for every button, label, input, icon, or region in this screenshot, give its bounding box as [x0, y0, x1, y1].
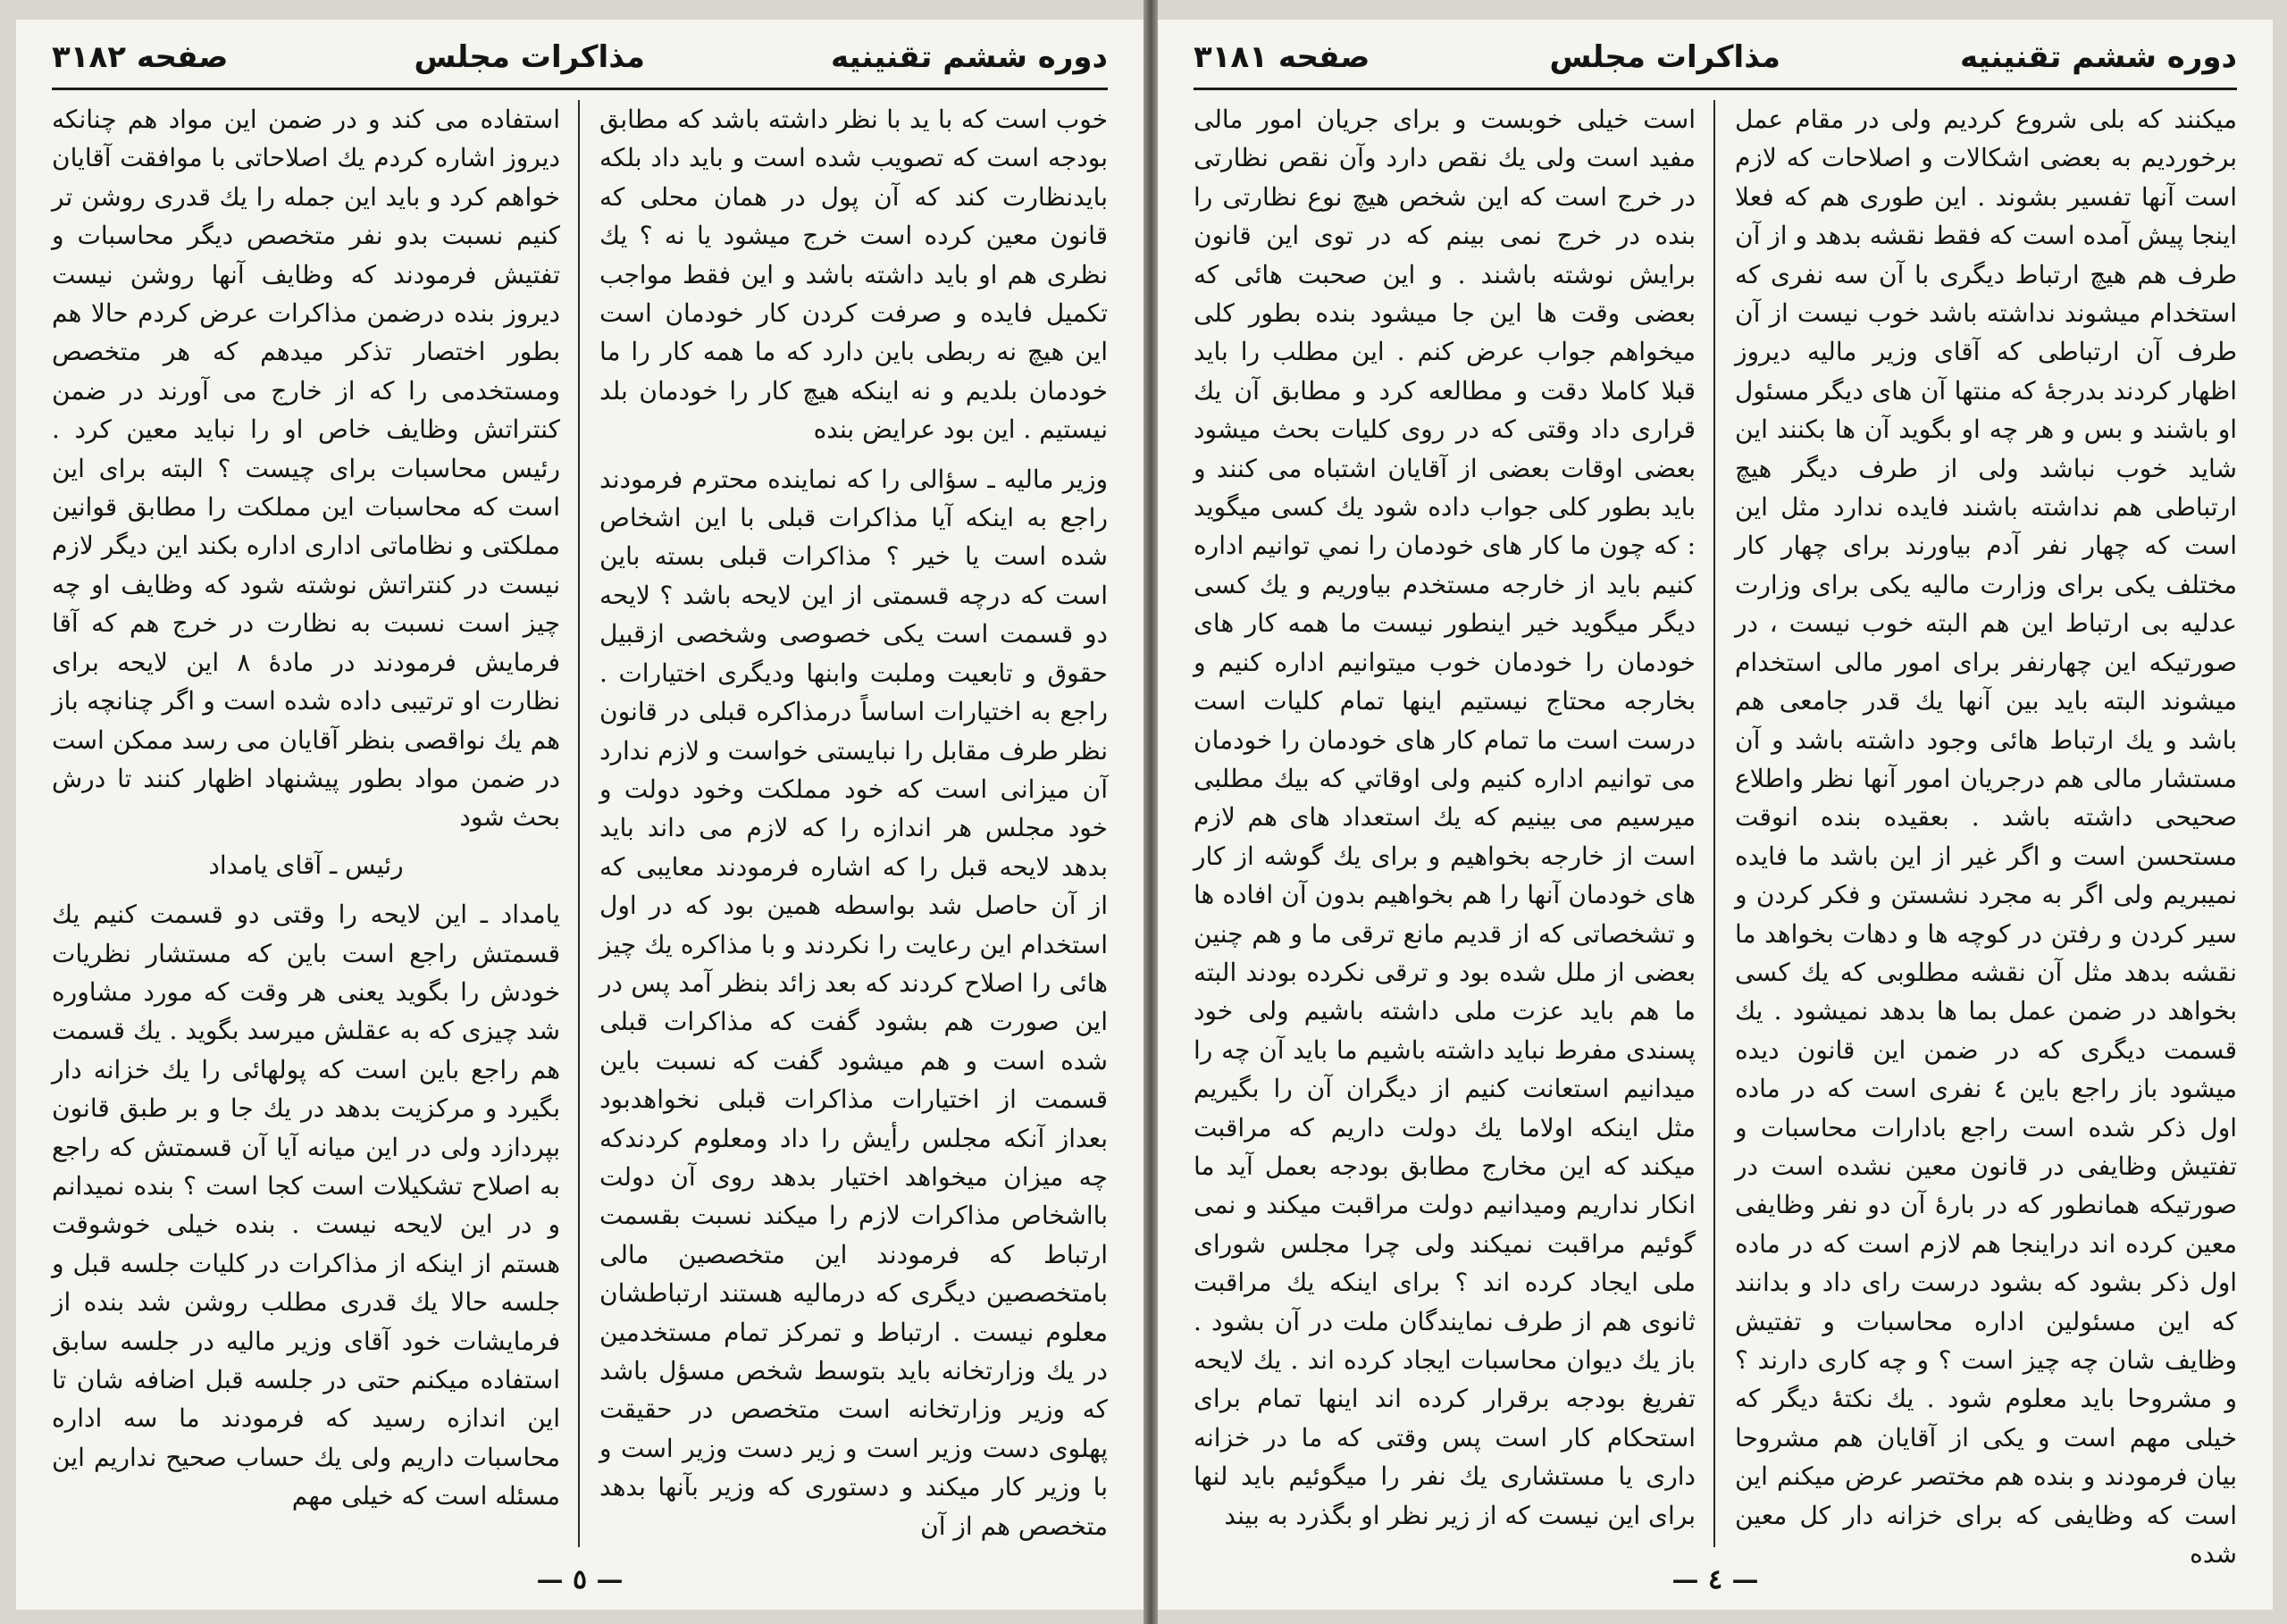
- session-title: دوره ششم تقنينيه: [831, 39, 1108, 75]
- column-divider: [578, 100, 580, 1547]
- proceedings-title: مذاكرات مجلس: [414, 39, 645, 75]
- proceedings-title: مذاكرات مجلس: [1549, 39, 1780, 75]
- book-spine: [1144, 0, 1158, 1624]
- paragraph: يامداد ـ اين لايحه را وقتى دو قسمت كنيم يك قسمتش راجع است باين كه مستشار نظريات خودش را بگويد يعنى هر وقت كه مورد مشاوره شد چيزى كه به عقلش ميرسد بگويد . يك قسمت هم راجع باين است كه پولهائى را يك خزانه دار بگيرد و مركزيت بدهد در يك جا و بر طبق قانون بپردازد ولى در اين ميانه آيا آن قسمتش كه راجع به اصلاح تشكيلات است كجا است ؟ بنده نميدانم و در اين لايحه نيست . بنده خيلى خوشوقت هستم از اينكه از مذاكرات در كليات جلسه قبل و جلسه حالا يك قدرى مطلب روشن شد بنده از فرمايشات خود آقاى وزير ماليه در جلسه سابق استفاده ميكنم حتى در جلسه قبل اضافه شان تا اين اندازه رسيد كه فرمودند ما سه اداره محاسبات داريم ولى يك حساب صحيح نداريم اين مسئله است كه خيلى مهم: [52, 900, 560, 1511]
- column-divider: [1713, 100, 1715, 1547]
- page-right: [1158, 20, 2273, 1610]
- column-left: [1194, 100, 1696, 1547]
- text-columns: [52, 100, 1108, 1547]
- page-header: [1194, 32, 2237, 82]
- page-label: صفحه ٣١٨٢: [52, 39, 229, 75]
- column-right: [1735, 100, 2238, 1570]
- page-label: صفحه ٣١٨١: [1194, 39, 1370, 75]
- header-rule: [52, 88, 1108, 90]
- page-number: — ٤ —: [1671, 1564, 1759, 1595]
- page-number: — ٥ —: [536, 1564, 624, 1595]
- paragraph: است خيلى خوبست و براى جريان امور مالى مفيد است ولى يك نقص دارد وآن نقص نظارتى در خرج است كه اين شخص هيچ نوع نظارتى را بنده در خرج نمى بينم كه در توى اين قانون برايش نوشته باشند . و اين صحبت هائى كه بعضى وقت ها اين جا ميشود بنده بطور كلى ميخواهم جواب عرض كنم . اين مطلب را بايد قبلا كاملا دقت و مطالعه كرد و مطابق آن يك قرارى داد وقتى كه در روى كليات بحث ميشود بعضى اوقات بعضى از آقايان اشتباه مى كنند و بايد بطور كلى جواب داده شود يك كسى ميگويد : كه چون ما كار هاى خودمان را نمي توانيم اداره كنيم بايد از خارجه مستخدم بياوريم و يك كسى ديگر ميگويد خير اينطور نيست ما همه كار هاى خودمان را خودمان خوب ميتوانيم اداره كنيم و بخارجه محتاج نيستيم اينها تمام كليات است درست است ما تمام كار هاى خودمان را خودمان مى توانيم اداره كنيم ولى اوقاتي كه بيك مطلبى ميرسيم مى بينيم كه يك استعداد هاى هم لازم است از خارجه بخواهيم و براى يك گوشه از كار هاى خودمان آنها را هم بخواهيم بدون آن افاده ها و تشخصاتى كه از قديم مانع ترقى ما و هم چنين بعضى از ملل شده بود و ترقى نكرده بودند البته ما هم بايد عزت ملى داشته باشيم ولى خود پسندى مفرط نبايد داشته باشيم ما بايد آن چه را ميدانيم استعانت كنيم از ديگران آن را بگيريم مثل اينكه اولاما يك دولت داريم كه مراقبت ميكند كه اين مخارج مطابق بودجه بعمل آيد ما انكار نداريم وميدانيم دولت مراقبت ميكند و نمى گوئيم مراقبت نميكند ولى چرا مجلس شوراى ملى ايجاد كرده اند ؟ براى اينكه يك مراقبت ثانوى هم از طرف نمايندگان ملت در آن بشود . باز يك ديوان محاسبات ايجاد كرده اند . يك لايحه تفريغ بودجه برقرار كرده اند اينها تمام براى استحكام كار است پس وقتى كه ما در خزانه دارى يا مستشارى يك نفر را ميگوئيم بايد لنها براى اين نيست كه از زير نظر او بگذرد به بيند: [1194, 105, 1696, 1530]
- header-rule: [1194, 88, 2237, 90]
- paragraph: وزير ماليه ـ سؤالى را كه نماينده محترم فرمودند راجع به اينكه آيا مذاكرات قبلى با اين اشخاص شده است يا خير ؟ مذاكرات قبلى بسته باين است كه درچه قسمتى از اين لايحه باشد ؟ لايحه دو قسمت است يكى خصوصى وشخصى ازقبيل حقوق و تابعيت وملبت وابنها وديگرى اختيارات . راجع به اختيارات اساساً درمذاكره قبلى در قانون نظر طرف مقابل را نبايستى خواست و لازم ندارد آن ميزانى است كه خود مملكت وخود دولت و خود مجلس هر اندازه را كه لازم مى داند بايد بدهد لايحه قبل را كه اشاره فرمودند معايبى كه از آن حاصل شد بواسطه همين بود كه در اول استخدام اين رعايت را نكردند و با مذاكره يك چيز هائى را اصلاح كردند كه بعد زائد بنظر آمد پس در اين صورت هم بشود گفت كه مذاكرات قبلى شده است و هم ميشود گفت كه نسبت باين قسمت از اختيارات مذاكرات قبلى نخواهدبود بعداز آنكه مجلس رأيش را داد ومعلوم كردندكه چه ميزان ميخواهد اختيار بدهد روى آن دولت بااشخاص مذاكرات لازم را ميكند نسبت بقسمت ارتباط كه فرمودند اين متخصصين مالى بامتخصصين ديگرى كه درماليه هستند ارتباطشان معلوم نيست . ارتباط و تمركز تمام مستخدمين در يك وزارتخانه بايد بتوسط شخص مسؤل باشد كه وزير وزارتخانه است متخصص در حقيقت پهلوى دست وزير است و زير دست وزير است و با وزير كار ميكند و دستورى كه وزير بآنها بدهد متخصص هم از آن: [599, 464, 1108, 1541]
- page-left: [16, 20, 1144, 1610]
- text-columns: [1194, 100, 2238, 1570]
- paragraph: استفاده مى كند و در ضمن اين مواد هم چنانكه ديروز اشاره كردم يك اصلاحاتى با موافقت آقايان خواهم كرد و بايد اين جمله را يك قدرى روشن تر كنيم نسبت بدو نفر متخصص ديگر محاسبات و تفتيش فرمودند كه وظايف آنها روشن نيست ديروز بنده درضمن مذاكرات عرض كردم حالا هم بطور اختصار تذكر ميدهم كه هر متخصص ومستخدمى را كه از خارج مى آورند در ضمن كنتراتش وظايف خاص او را نبايد معين كرد . رئيس محاسبات براى چيست ؟ البته براى اين است كه محاسبات اين مملكت را مطابق قوانين مملكتى و نظاماتى ادارى اداره بكند اين ديگر لازم نيست در كنتراتش نوشته شود كه وظايف او چه چيز است نسبت به نظارت در خرج هم كه آقا فرمايش فرمودند در مادهٔ ٨ اين لايحه براى نظارت او ترتيبى داده شده است و اگر چنانچه باز هم يك نواقصى بنظر آقايان مى رسد ممكن است در ضمن مواد بطور پيشنهاد اظهار كنند تا درش بحث شود: [52, 105, 561, 833]
- column-right: [599, 100, 1108, 1547]
- page-header: [52, 32, 1108, 82]
- paragraph: ميكنند كه بلى شروع كرديم ولى در مقام عمل برخورديم به بعضى اشكالات و اصلاحات كه لازم است آنها تفسير بشوند . اين طورى هم كه فعلا اينجا پيش آمده است كه فقط نقشه بدهد و از آن طرف هم هيچ ارتباط ديگرى با آن سه نفرى كه استخدام ميشوند نداشته باشد خوب نيست از آن طرف آن ارتباطى كه آقاى وزير ماليه ديروز اظهار كردند بدرجهٔ كه منتها آن هاى ديگر مسئول او باشند و بس و هر چه او بگويد آن ها بكنند اين شايد خوب نباشد ولى از طرف ديگر هيچ ارتباطى هم نداشته باشند فايده ندارد مثل اين است كه چهار نفر آدم بياورند براى چهار كار مختلف يكى براى وزارت ماليه يكى براى وزارت عدليه بى ارتباط اين هم البته خوب نيست ، در صورتيكه اين چهارنفر براى امور مالى استخدام ميشوند البته بايد بين آنها يك قدر جامعى هم باشد و يك ارتباط هائى وجود داشته باشد و آن مستشار مالى هم درجريان امور آنها نظر واطلاع صحيحى داشته باشد . بعقيده بنده انوقت مستحسن است و اگر غير از اين باشد ما فايده نميبريم ولى اگر به مجرد نشستن و فكر كردن و سير كردن و رفتن در كوچه ها و دهات بخواهد ما نقشه بدهد مثل آن نقشه مطلوبى كه يك كسى بخواهد در ضمن عمل بما ها بدهد نميشود . يك قسمت ديگرى كه در ضمن اين قانون ديده ميشود باز راجع باين ٤ نفرى است كه در ماده اول ذكر شده است راجع بادارات محاسبات و تفتيش وظايفى در قانون معين نشده است در صورتيكه همانطور كه در بارهٔ آن دو نفر وظايفى معين كرده اند دراينجا هم لازم است كه در ماده اول ذكر بشود كه بشود درست راى داد و بدانند كه اين مسئولين اداره محاسبات و تفتيش وظايف شان چه چيز است ؟ و چه كارى دارند ؟ و مشروحا بايد معلوم شود . يك نكتهٔ ديگر كه خيلى مهم است و يكى از آقايان هم مشروحا بيان فرمودند و بنده هم مختصر عرض ميكنم اين است كه وظايفى كه براى خزانه دار كل معين شده: [1735, 105, 2238, 1570]
- session-title: دوره ششم تقنينيه: [1960, 39, 2237, 75]
- speaker-heading: رئيس ـ آقاى يامداد: [208, 850, 404, 880]
- column-left: [52, 100, 560, 1547]
- paragraph: خوب است كه با يد با نظر داشته باشد كه مطابق بودجه است كه تصويب شده است و بايد داد بلكه بايدنظارت كند كه آن پول در همان محلى كه قانون معين كرده است خرج ميشود يا نه ؟ يك نظرى هم او بايد داشته باشد و اين فقط مواجب تكميل فايده و صرفت كردن كار خودمان است اين هيچ نه ربطى باين دارد كه ما همه كار را ما خودمان بلديم و نه اينكه هيچ كار را خودمان بلد نيستيم . اين بود عرايض بنده: [599, 105, 1108, 445]
